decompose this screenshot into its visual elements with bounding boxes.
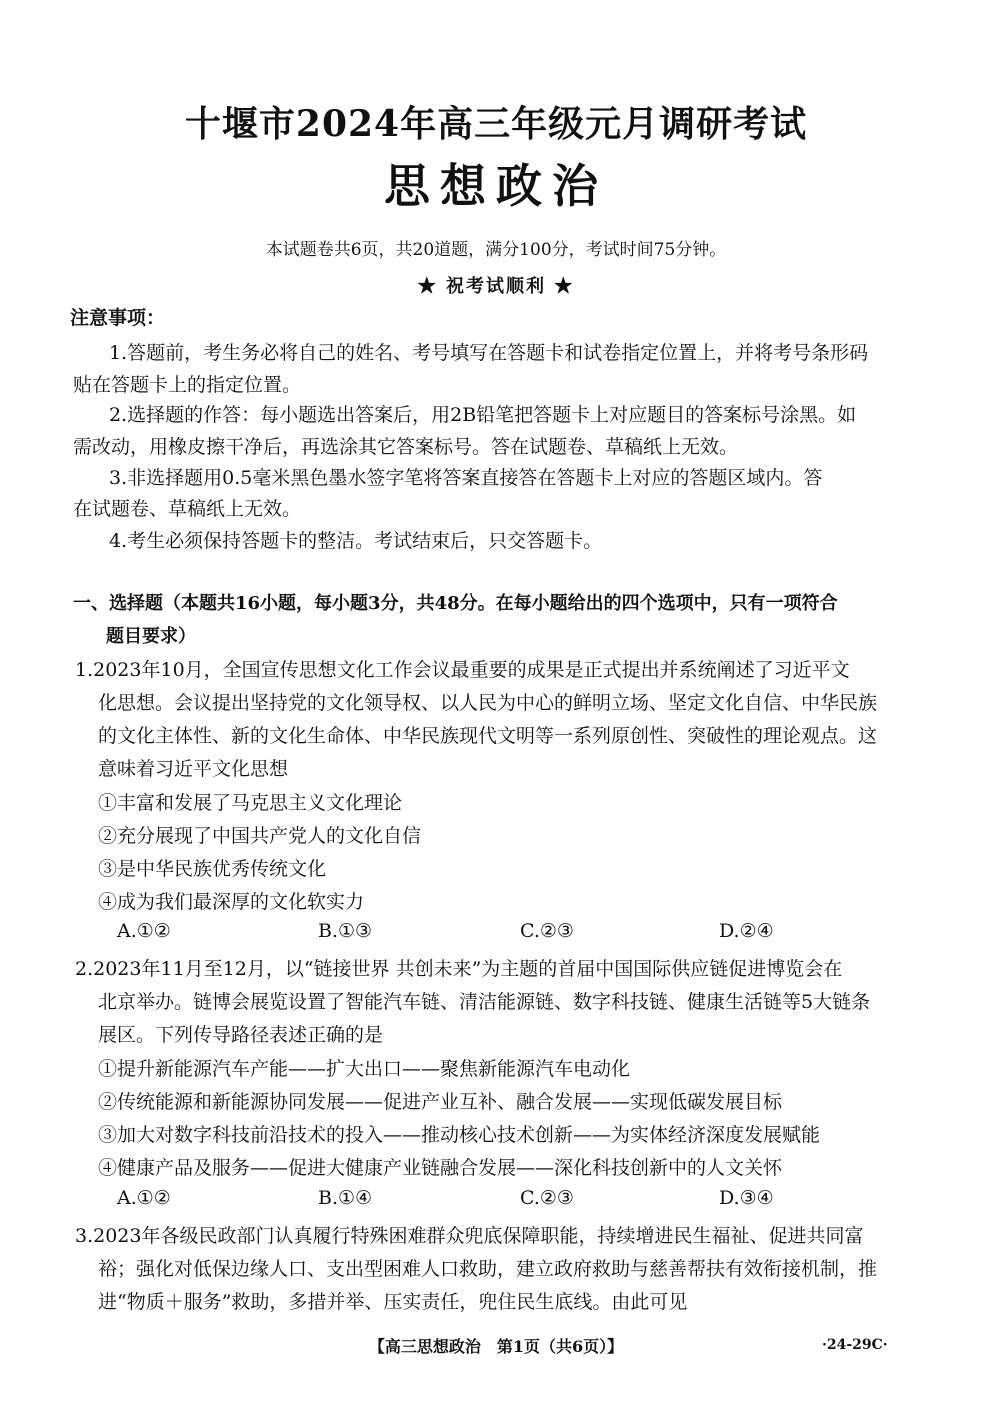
question-2-text: 展区。下列传导路径表述正确的是 (98, 1024, 384, 1046)
question-1-option-c: C.②③ (520, 920, 574, 942)
paper-code: ·24-29C· (822, 1337, 888, 1353)
question-2-option-b: B.①④ (318, 1187, 373, 1209)
section-heading-cont: 题目要求） (106, 626, 196, 647)
section-heading: 一、选择题（本题共16小题，每小题3分，共48分。在每小题给出的四个选项中，只有一项符合 (73, 593, 838, 614)
question-2-text: 2.2023年11月至12月，以“链接世界 共创未来”为主题的首届中国国际供应链促进博览会在 (75, 958, 843, 980)
question-2-statement: ③加大对数字科技前沿技术的投入——推动核心技术创新——为实体经济深度发展赋能 (98, 1124, 821, 1146)
exam-info: 本试题卷共6页，共20道题，满分100分，考试时间75分钟。 (265, 240, 727, 260)
question-1-text: 的文化主体性、新的文化生命体、中华民族现代文明等一系列原创性、突破性的理论观点。这 (98, 725, 878, 747)
note-line: 贴在答题卡上的指定位置。 (73, 374, 302, 396)
subject-title: 思想政治 (384, 159, 608, 213)
question-1-statement: ③是中华民族优秀传统文化 (98, 858, 327, 880)
exam-title: 十堰市2024年高三年级元月调研考试 (184, 103, 808, 145)
note-line: 2.选择题的作答：每小题选出答案后，用2B铅笔把答题卡上对应题目的答案标号涂黑。如 (109, 404, 857, 426)
note-line: 在试题卷、草稿纸上无效。 (73, 498, 302, 520)
question-1-statement: ②充分展现了中国共产党人的文化自信 (98, 825, 422, 847)
question-2-text: 北京举办。链博会展览设置了智能汽车链、清洁能源链、数字科技链、健康生活链等5大链条 (98, 991, 871, 1013)
question-2-option-c: C.②③ (520, 1187, 574, 1209)
note-line: 需改动，用橡皮擦干净后，再选涂其它答案标号。答在试题卷、草稿纸上无效。 (73, 436, 739, 458)
good-luck-banner: ★ 祝考试顺利 ★ (417, 276, 575, 297)
question-1-statement: ④成为我们最深厚的文化软实力 (98, 891, 365, 913)
question-3-text: 3.2023年各级民政部门认真履行特殊困难群众兜底保障职能，持续增进民生福祉、促进共同富 (75, 1225, 864, 1247)
note-line: 4.考生必须保持答题卡的整洁。考试结束后，只交答题卡。 (109, 530, 603, 552)
question-3-text: 进“物质＋服务”救助，多措并举、压实责任，兜住民生底线。由此可见 (98, 1291, 688, 1313)
question-3-text: 裕；强化对低保边缘人口、支出型困难人口救助，建立政府救助与慈善帮扶有效衔接机制，推 (98, 1258, 878, 1280)
question-1-option-a: A.①② (117, 920, 171, 942)
question-1-text: 1.2023年10月，全国宣传思想文化工作会议最重要的成果是正式提出并系统阐述了习近平文 (75, 659, 850, 681)
question-1-statement: ①丰富和发展了马克思主义文化理论 (98, 792, 403, 814)
question-2-statement: ②传统能源和新能源协同发展——促进产业互补、融合发展——实现低碳发展目标 (98, 1091, 783, 1113)
page-footer: 【高三思想政治 第1页（共6页）】 (368, 1337, 624, 1356)
question-1-text: 化思想。会议提出坚持党的文化领导权、以人民为中心的鲜明立场、坚定文化自信、中华民族 (98, 692, 878, 714)
note-line: 1.答题前，考生务必将自己的姓名、考号填写在答题卡和试卷指定位置上，并将考号条形码 (109, 342, 869, 364)
question-1-option-d: D.②④ (719, 920, 774, 942)
notes-heading: 注意事项： (70, 307, 166, 329)
question-2-option-a: A.①② (117, 1187, 171, 1209)
question-2-option-d: D.③④ (719, 1187, 774, 1209)
note-line: 3.非选择题用0.5毫米黑色墨水签字笔将答案直接答在答题卡上对应的答题区域内。答 (109, 467, 823, 489)
question-1-text: 意味着习近平文化思想 (98, 758, 289, 780)
question-1-option-b: B.①③ (318, 920, 373, 942)
question-2-statement: ①提升新能源汽车产能——扩大出口——聚焦新能源汽车电动化 (98, 1058, 631, 1080)
question-2-statement: ④健康产品及服务——促进大健康产业链融合发展——深化科技创新中的人文关怀 (98, 1157, 783, 1179)
